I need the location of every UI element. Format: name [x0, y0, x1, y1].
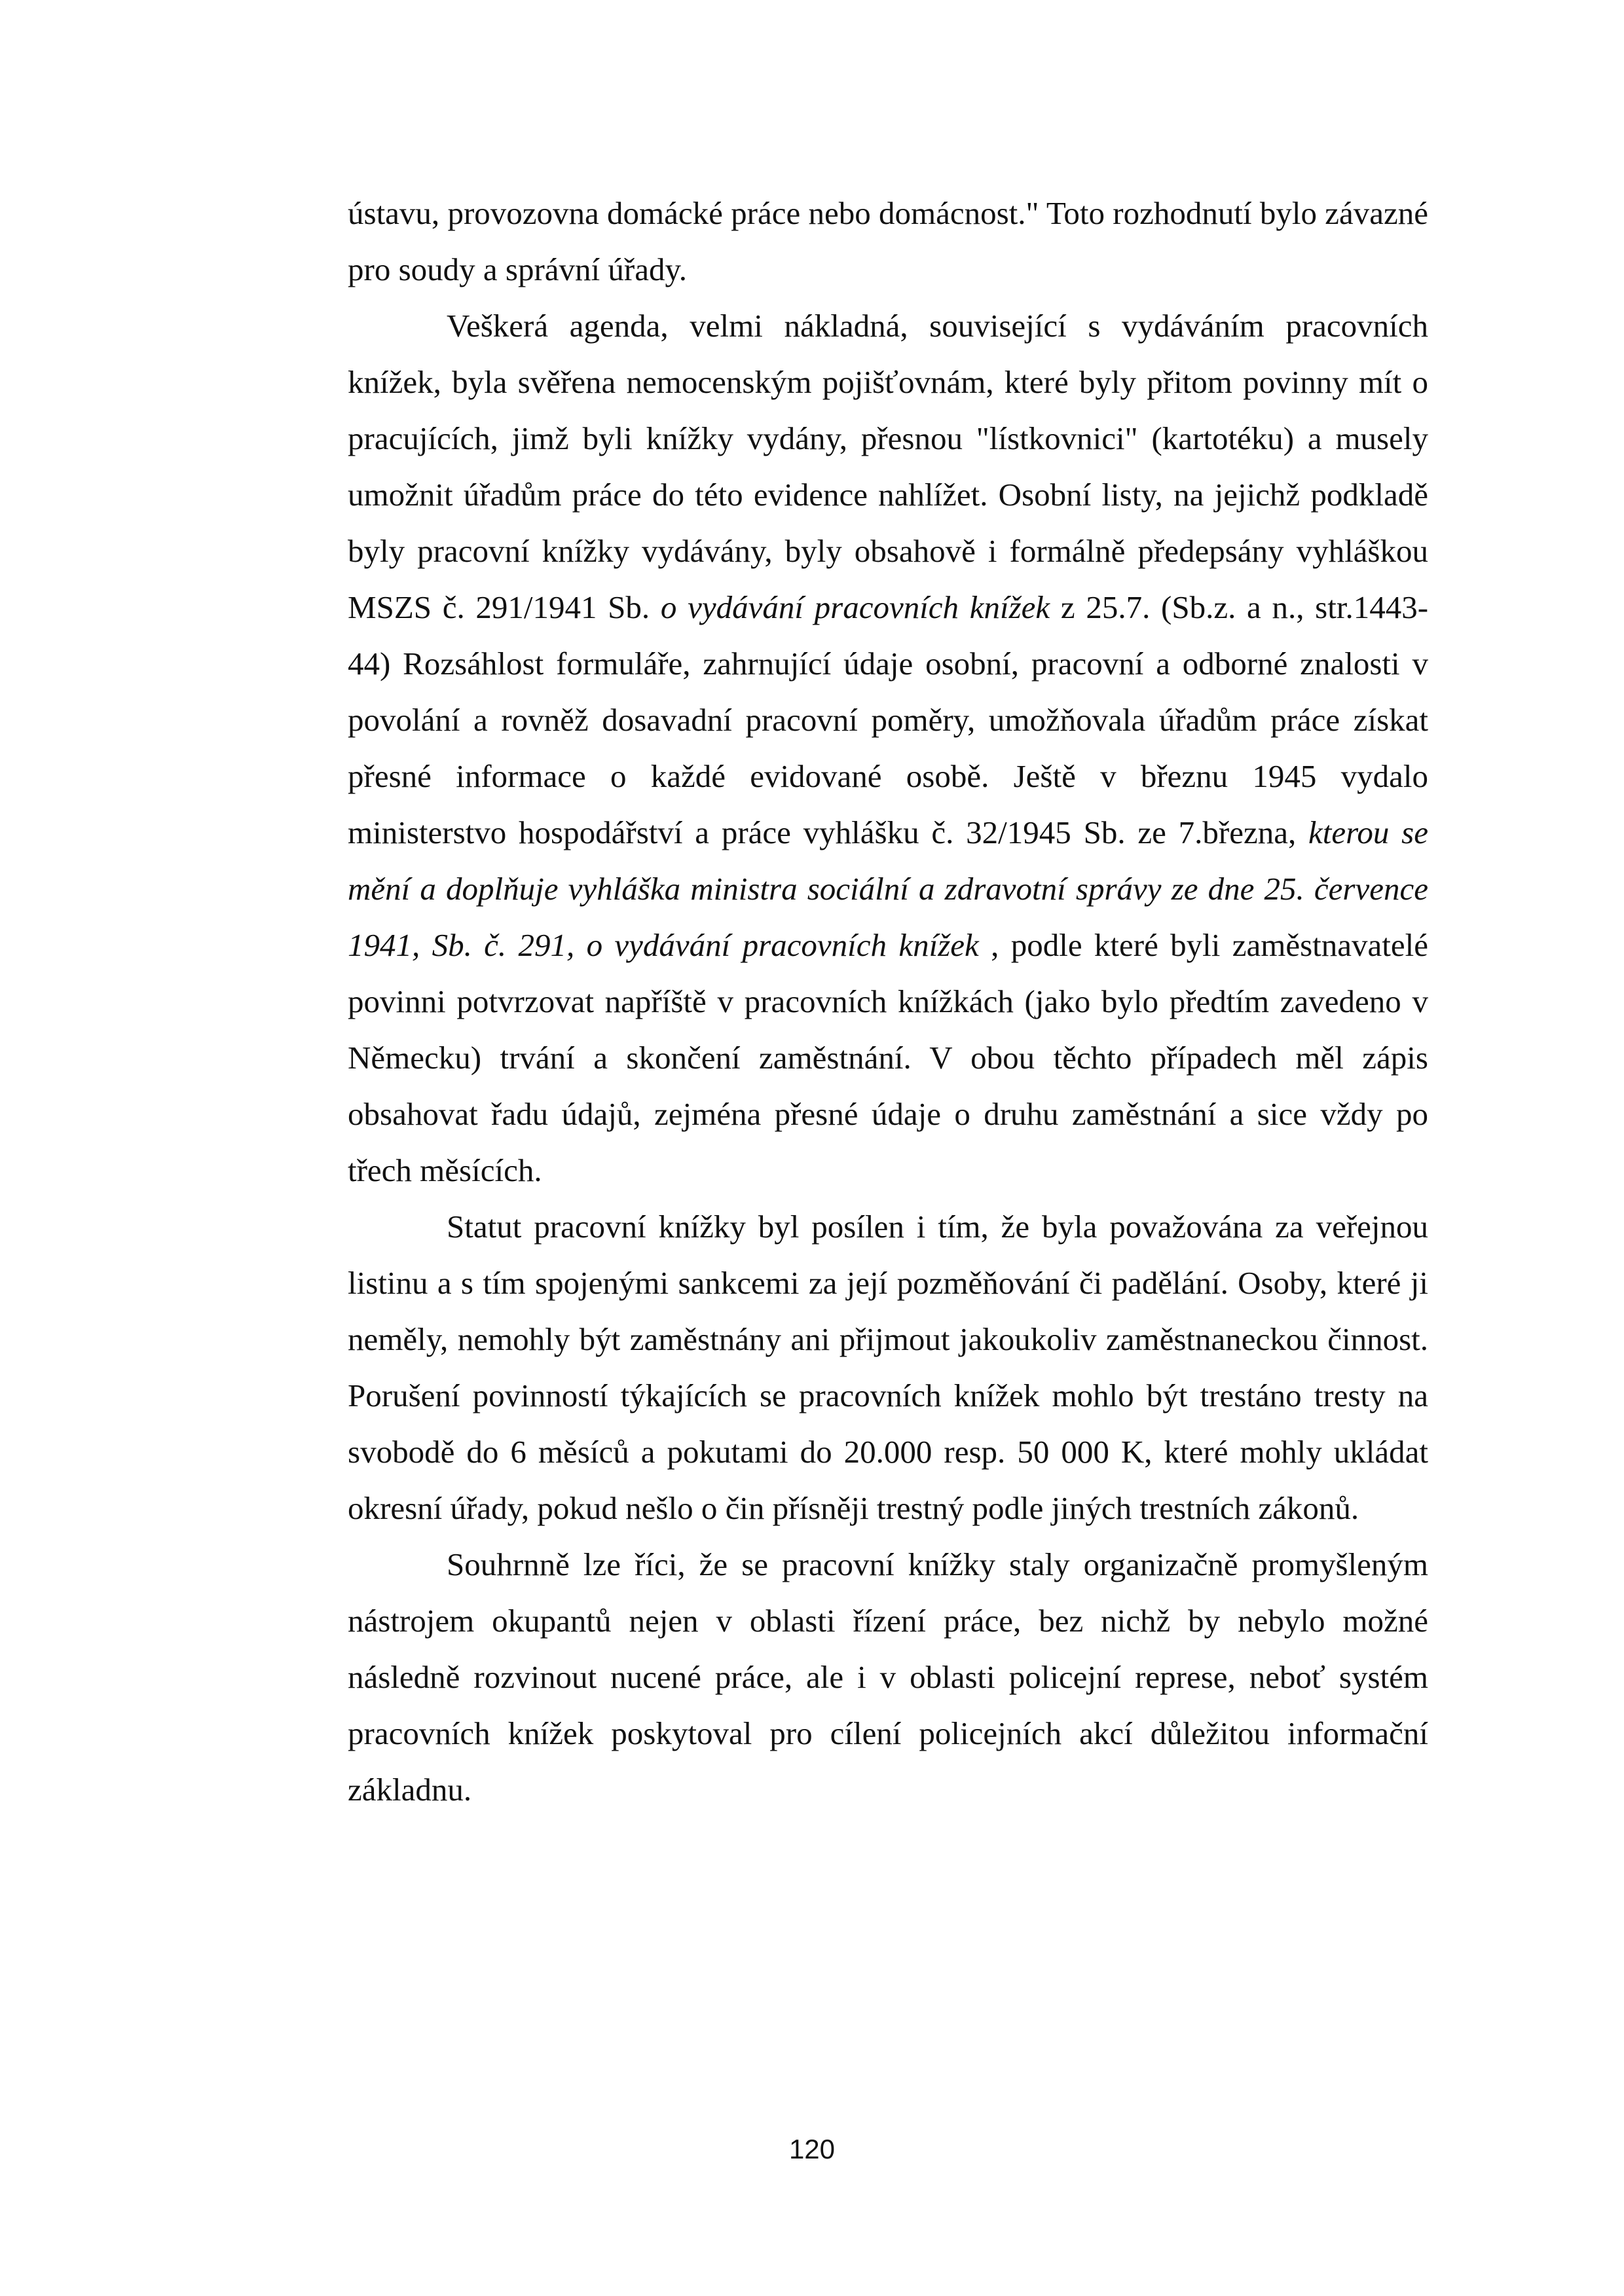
paragraph-text: Statut pracovní knížky byl posílen i tím, že byla považována za veřejnou listinu a s tím spojenými sankcemi za její pozměňování či padělání. Osoby, které ji neměly, nemohly být zaměstnány ani přijmout jakoukoliv zaměstnaneckou činnost. Porušení povinností týkajících se pracovních knížek mohlo být trestáno tresty na svobodě do 6 měsíců a pokutami do 20.000 resp. 50 000 K, které mohly ukládat okresní úřady, pokud nešlo o čin přísněji trestný podle jiných trestních zákonů.: [348, 1209, 1428, 1526]
decree-title-italic: o vydávání pracovních knížek: [660, 589, 1050, 625]
decree-title-italic: kterou se mění a doplňuje vyhláška ministra sociální a zdravotní správy ze dne 25. července 1941, Sb. č. 291, o vydávání pracovních knížek: [348, 814, 1428, 963]
page-number: 120: [788, 2134, 836, 2164]
paragraph-text: , podle které byli zaměstnavatelé povinni potvrzovat napříště v pracovních knížkách (jako bylo předtím zavedeno v Německu) trvání a skončení zaměstnání. V obou těchto případech měl zápis obsahovat řadu údajů, zejména přesné údaje o druhu zaměstnání a sice vždy po třech měsících.: [348, 927, 1428, 1188]
paragraph-3: [348, 1199, 1428, 1537]
paragraph-2: [348, 298, 1428, 1199]
paragraph-text: Veškerá agenda, velmi nákladná, související s vydáváním pracovních knížek, byla svěřena nemocenským pojišťovnám, které byly přitom povinny mít o pracujících, jimž byli knížky vydány, přesnou "lístkovnici" (kartotéku) a musely umožnit úřadům práce do této evidence nahlížet. Osobní listy, na jejichž podkladě byly pracovní knížky vydávány, byly obsahově i formálně předepsány vyhláškou MSZS č. 291/1941 Sb.: [348, 308, 1428, 625]
paragraph-4: [348, 1537, 1428, 1818]
paragraph-1: [348, 185, 1428, 298]
body-text: [348, 185, 1428, 1818]
paragraph-text: ústavu, provozovna domácké práce nebo domácnost." Toto rozhodnutí bylo závazné pro soudy a správní úřady.: [348, 195, 1428, 287]
paragraph-text: z 25.7. (Sb.z. a n., str.1443-44) Rozsáhlost formuláře, zahrnující údaje osobní, pracovní a odborné znalosti v povolání a rovněž dosavadní pracovní poměry, umožňovala úřadům práce získat přesné informace o každé evidované osobě. Ještě v březnu 1945 vydalo ministerstvo hospodářství a práce vyhlášku č. 32/1945 Sb. ze 7.března,: [348, 589, 1429, 850]
paragraph-text: Souhrnně lze říci, že se pracovní knížky staly organizačně promyšleným nástrojem okupantů nejen v oblasti řízení práce, bez nichž by nebylo možné následně rozvinout nucené práce, ale i v oblasti policejní represe, neboť systém pracovních knížek poskytoval pro cílení policejních akcí důležitou informační základnu.: [348, 1546, 1428, 1808]
